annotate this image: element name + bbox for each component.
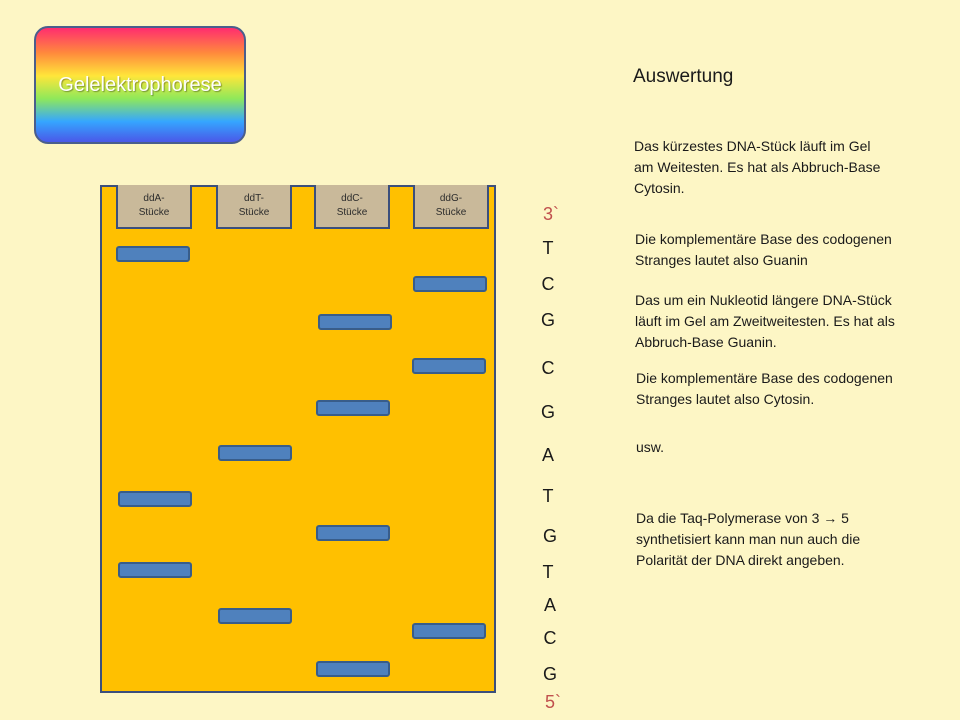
title: Gelelektrophorese <box>58 73 222 96</box>
sequence-base: G <box>540 310 556 330</box>
heading: Auswertung <box>633 66 734 87</box>
sequence-base: G <box>542 526 558 546</box>
sequence-base: A <box>543 595 557 615</box>
pocket-ddG <box>413 185 489 229</box>
explanation-3: Das um ein Nukleotid längere DNA-Stück läuft im Gel am Zweitweitesten. Es hat als Abbruch-Base Guanin. <box>635 292 895 350</box>
pocket-ddC <box>314 185 390 229</box>
gel-band-ddA-2 <box>118 491 192 507</box>
explanation-4: Die komplementäre Base des codogenen Stranges lautet also Cytosin. <box>636 370 893 407</box>
gel-band-ddC-4 <box>316 661 390 677</box>
pocket-ddA <box>116 185 192 229</box>
sequence-base: T <box>542 238 554 258</box>
sequence-start-label: 3` <box>542 204 560 224</box>
sequence-base: G <box>542 664 558 684</box>
gel-band-ddT-1 <box>218 445 292 461</box>
gel-band-ddG-1 <box>413 276 487 292</box>
gel-band-ddT-2 <box>218 608 292 624</box>
explanation-2: Die komplementäre Base des codogenen Stranges lautet also Guanin <box>635 231 892 268</box>
sequence-base: C <box>543 628 557 648</box>
sequence-base: T <box>542 562 554 582</box>
sequence-base: C <box>541 358 555 378</box>
gel-band-ddA-3 <box>118 562 192 578</box>
gel-band-ddG-2 <box>412 358 486 374</box>
gel-band-ddG-3 <box>412 623 486 639</box>
sequence-base: T <box>542 486 554 506</box>
explanation-1: Das kürzestes DNA-Stück läuft im Gel am Weitesten. Es hat als Abbruch-Base Cytosin. <box>634 138 881 196</box>
pocket-ddT <box>216 185 292 229</box>
pocket-label-ddA: ddA- Stücke <box>138 193 170 218</box>
explanation-5: usw. <box>636 439 665 455</box>
pocket-label-ddT: ddT- Stücke <box>238 193 270 218</box>
gel-band-ddA-1 <box>116 246 190 262</box>
explanation-6: Da die Taq-Polymerase von 3 → 5 synthetisiert kann man nun auch die Polarität der DNA direkt angeben. <box>636 510 861 568</box>
sequence-base: A <box>541 445 555 465</box>
pocket-label-ddC: ddC- Stücke <box>336 193 368 218</box>
sequence-base: G <box>540 402 556 422</box>
title-box <box>34 26 246 144</box>
gel-band-ddC-1 <box>318 314 392 330</box>
gel-band-ddC-2 <box>316 400 390 416</box>
sequence-end-label: 5` <box>544 692 562 712</box>
gel-band-ddC-3 <box>316 525 390 541</box>
pocket-label-ddG: ddG- Stücke <box>435 193 467 218</box>
sequence-base: C <box>541 274 555 294</box>
